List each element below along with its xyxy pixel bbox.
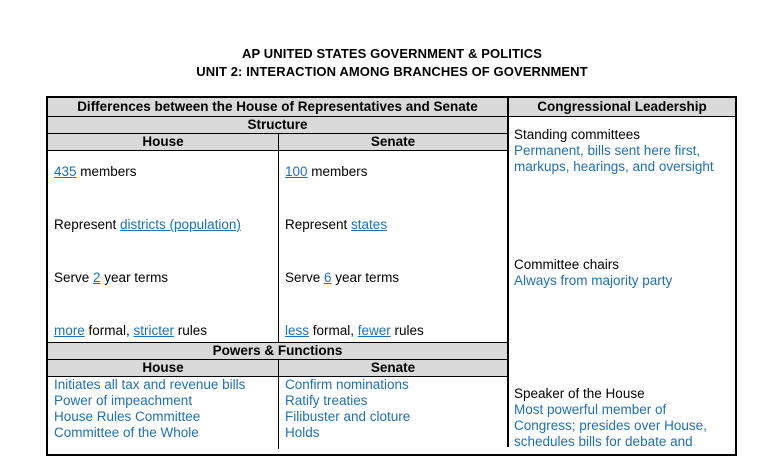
house-serve-pre: Serve — [54, 270, 94, 285]
senate-serve-post: year terms — [331, 270, 400, 285]
standing-committees-title: Standing committees — [514, 127, 641, 142]
house-header: House — [48, 134, 278, 150]
left-header: Differences between the House of Representatives and Senate — [48, 98, 507, 116]
house-rules — [54, 323, 207, 339]
senate-rules-word2: fewer — [357, 323, 391, 338]
right-column-divider — [507, 97, 509, 447]
standing-committees-desc: Permanent, bills sent here first, — [514, 143, 701, 158]
house-rules-word2: stricter — [133, 323, 175, 338]
standing-committees-desc: markups, hearings, and oversight — [514, 159, 714, 174]
house-rules-post: rules — [174, 323, 208, 338]
senate-power: Filibuster and cloture — [285, 409, 411, 424]
house-members-count: 435 — [54, 164, 77, 179]
senate-rules-post: rules — [390, 323, 424, 338]
house-power: Initiates all tax and revenue bills — [54, 377, 246, 392]
house-represent — [54, 217, 241, 233]
house-terms — [54, 270, 168, 286]
house-power: Committee of the Whole — [54, 425, 199, 440]
senate-represent — [285, 217, 387, 233]
house-members — [54, 164, 137, 180]
senate-members — [285, 164, 368, 180]
senate-terms — [285, 270, 399, 286]
structure-header: Structure — [48, 117, 507, 133]
powers-house-header: House — [48, 360, 278, 376]
house-power: House Rules Committee — [54, 409, 201, 424]
senate-represent-value: states — [351, 217, 388, 232]
senate-header: Senate — [279, 134, 507, 150]
senate-members-label: members — [307, 164, 368, 179]
senate-rules-mid: formal, — [309, 323, 358, 338]
speaker-title: Speaker of the House — [514, 386, 645, 401]
speaker-desc: Congress; presides over House, — [514, 418, 707, 433]
house-serve-post: year terms — [100, 270, 169, 285]
house-term-years: 2 — [93, 270, 101, 285]
senate-power: Ratify treaties — [285, 393, 368, 408]
powers-senate-header: Senate — [279, 360, 507, 376]
house-rules-mid: formal, — [84, 323, 134, 338]
speaker-desc: Most powerful member of — [514, 402, 667, 417]
house-represent-label: Represent — [54, 217, 121, 232]
senate-members-count: 100 — [285, 164, 308, 179]
house-senate-divider — [278, 133, 279, 343]
document-title-line1: AP UNITED STATES GOVERNMENT & POLITICS — [242, 46, 542, 61]
right-header: Congressional Leadership — [509, 98, 735, 116]
senate-rules-word1: less — [285, 323, 310, 338]
document-title-line2: UNIT 2: INTERACTION AMONG BRANCHES OF GOVERNMENT — [196, 64, 588, 79]
senate-power: Holds — [285, 425, 320, 440]
senate-serve-pre: Serve — [285, 270, 325, 285]
powers-header: Powers & Functions — [48, 343, 507, 359]
senate-rules — [285, 323, 424, 339]
speaker-desc: schedules bills for debate and — [514, 434, 693, 449]
house-rules-word1: more — [54, 323, 85, 338]
senate-term-years: 6 — [324, 270, 332, 285]
house-represent-value: districts (population) — [120, 217, 241, 232]
senate-represent-label: Represent — [285, 217, 352, 232]
committee-chairs-desc: Always from majority party — [514, 273, 673, 288]
house-power: Power of impeachment — [54, 393, 193, 408]
senate-power: Confirm nominations — [285, 377, 409, 392]
committee-chairs-title: Committee chairs — [514, 257, 620, 272]
house-senate-header-rule — [48, 150, 507, 151]
house-members-label: members — [76, 164, 137, 179]
